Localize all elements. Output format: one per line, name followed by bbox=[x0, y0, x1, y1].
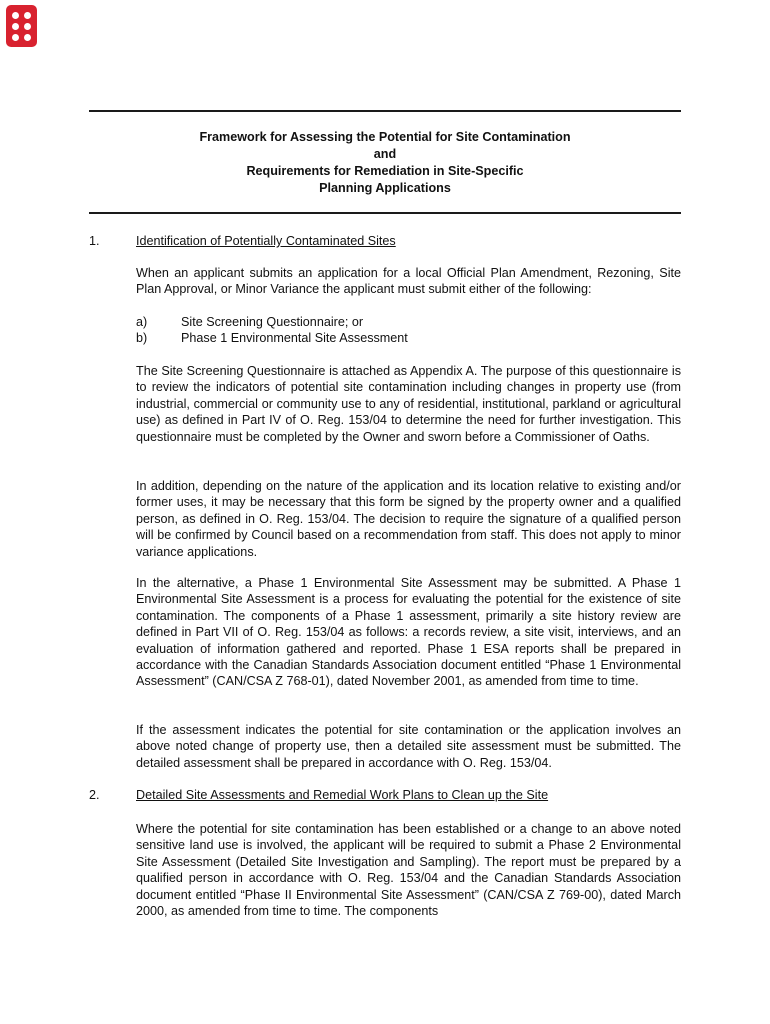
title-line-2: and bbox=[373, 147, 397, 161]
section-1-heading: Identification of Potentially Contaminated Sites bbox=[136, 234, 396, 248]
title-line-3: Requirements for Remediation in Site-Specific bbox=[246, 164, 524, 178]
section-1-intro: When an applicant submits an application for a local Official Plan Amendment, Rezoning, Site Plan Approval, or Minor Variance the applicant must submit either of the following: bbox=[136, 266, 681, 297]
section-1-paragraph-3: In addition, depending on the nature of the application and its location relative to existing and/or former uses, it may be necessary that this form be signed by the property owner and a qualified person, as defined in O. Reg. 153/04. The decision to require the signature of a qualified person will be confirmed by Council based on a recommendation from staff. This does not apply to minor variance applications. bbox=[136, 479, 681, 559]
top-rule bbox=[89, 110, 681, 112]
section-1-paragraph-5: If the assessment indicates the potential for site contamination or the application involves an above noted change of property use, then a detailed site assessment must be submitted. The detailed assessment shall be prepared in accordance with O. Reg. 153/04. bbox=[136, 723, 681, 770]
logo-dot bbox=[24, 34, 31, 41]
logo-dot bbox=[24, 12, 31, 19]
section-2-paragraph-1: Where the potential for site contamination has been established or a change to an above noted sensitive land use is involved, the applicant will be required to submit a Phase 2 Environmental Site Assessment (Detailed Site Investigation and Sampling). The report must be prepared by a qualified person in accordance with O. Reg. 153/04 and the Canadian Standards Association document entitled “Phase II Environmental Site Assessment” (CAN/CSA Z 769-00), dated March 2000, as amended from time to time. The components bbox=[136, 822, 681, 919]
option-b-marker: b) bbox=[136, 331, 148, 345]
section-1-paragraph-4: In the alternative, a Phase 1 Environmental Site Assessment may be submitted. A Phase 1 Environmental Site Assessment is a process for evaluating the potential for the existence of site contamination. The components of a Phase 1 assessment, primarily a site history review are defined in Part VII of O. Reg. 153/04 as follows: a records review, a site visit, interviews, and an evaluation of information gathered and reported. Phase 1 ESA reports shall be prepared in accordance with the Canadian Standards Association document entitled “Phase 1 Environmental Assessment” (CAN/CSA Z 768-01), dated November 2001, as amended from time to time. bbox=[136, 576, 681, 689]
section-1-number: 1. bbox=[89, 234, 100, 248]
option-a-marker: a) bbox=[136, 315, 148, 329]
section-2-heading: Detailed Site Assessments and Remedial Work Plans to Clean up the Site bbox=[136, 788, 549, 802]
bottom-rule bbox=[89, 212, 681, 214]
logo-dot bbox=[12, 23, 19, 30]
option-a-text: Site Screening Questionnaire; or bbox=[181, 315, 364, 329]
title-line-1: Framework for Assessing the Potential for Site Contamination bbox=[199, 130, 571, 144]
logo-dot bbox=[12, 12, 19, 19]
document-title bbox=[89, 129, 681, 197]
dice-logo-icon bbox=[6, 5, 37, 47]
section-2-number: 2. bbox=[89, 788, 100, 802]
logo-dot bbox=[12, 34, 19, 41]
title-line-4: Planning Applications bbox=[319, 181, 451, 195]
option-b-text: Phase 1 Environmental Site Assessment bbox=[181, 331, 408, 345]
logo-dot bbox=[24, 23, 31, 30]
section-1-paragraph-2: The Site Screening Questionnaire is attached as Appendix A. The purpose of this questionnaire is to review the indicators of potential site contamination including changes in property use (from industrial, commercial or community use to any of residential, institutional, parkland or agricultural use) as defined in Part IV of O. Reg. 153/04 to determine the need for further investigation. This questionnaire must be completed by the Owner and sworn before a Commissioner of Oaths. bbox=[136, 364, 681, 444]
